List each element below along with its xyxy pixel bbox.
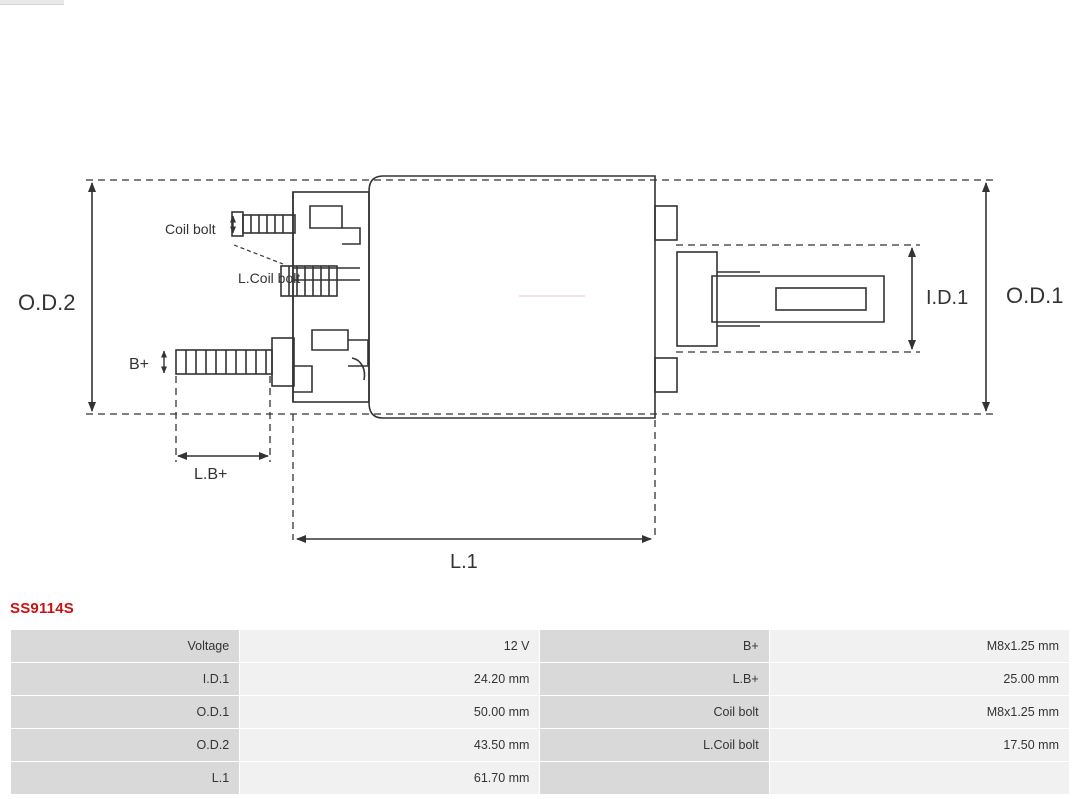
spec-value: 24.20 mm	[240, 663, 540, 696]
spec-value: 17.50 mm	[769, 729, 1069, 762]
spec-value: M8x1.25 mm	[769, 696, 1069, 729]
spec-value-empty	[769, 762, 1069, 795]
dim-label-id1: I.D.1	[926, 287, 969, 309]
dim-label-l1: L.1	[450, 551, 478, 573]
dim-label-bplus: B+	[129, 356, 150, 373]
spec-label: O.D.1	[11, 696, 240, 729]
spec-label: Voltage	[11, 630, 240, 663]
specifications-table	[10, 629, 1070, 795]
spec-label: I.D.1	[11, 663, 240, 696]
spec-label: B+	[540, 630, 769, 663]
spec-value: 50.00 mm	[240, 696, 540, 729]
spec-value: M8x1.25 mm	[769, 630, 1069, 663]
spec-label: L.1	[11, 762, 240, 795]
dim-label-od1: O.D.1	[1006, 283, 1064, 308]
spec-value: 61.70 mm	[240, 762, 540, 795]
dim-label-l-coil-bolt: L.Coil bolt	[238, 270, 301, 286]
dim-label-lbplus: L.B+	[194, 466, 228, 483]
spec-label: L.B+	[540, 663, 769, 696]
spec-label: Coil bolt	[540, 696, 769, 729]
table-row	[11, 663, 1070, 696]
spec-label-empty	[540, 762, 769, 795]
table-row	[11, 729, 1070, 762]
part-code: SS9114S	[10, 600, 74, 617]
spec-value: 25.00 mm	[769, 663, 1069, 696]
spec-value: 43.50 mm	[240, 729, 540, 762]
table-row	[11, 696, 1070, 729]
spec-label: L.Coil bolt	[540, 729, 769, 762]
dim-label-od2: O.D.2	[18, 290, 76, 315]
spec-label: O.D.2	[11, 729, 240, 762]
spec-value: 12 V	[240, 630, 540, 663]
dim-label-coil-bolt: Coil bolt	[165, 221, 216, 237]
table-row	[11, 762, 1070, 795]
table-row	[11, 630, 1070, 663]
